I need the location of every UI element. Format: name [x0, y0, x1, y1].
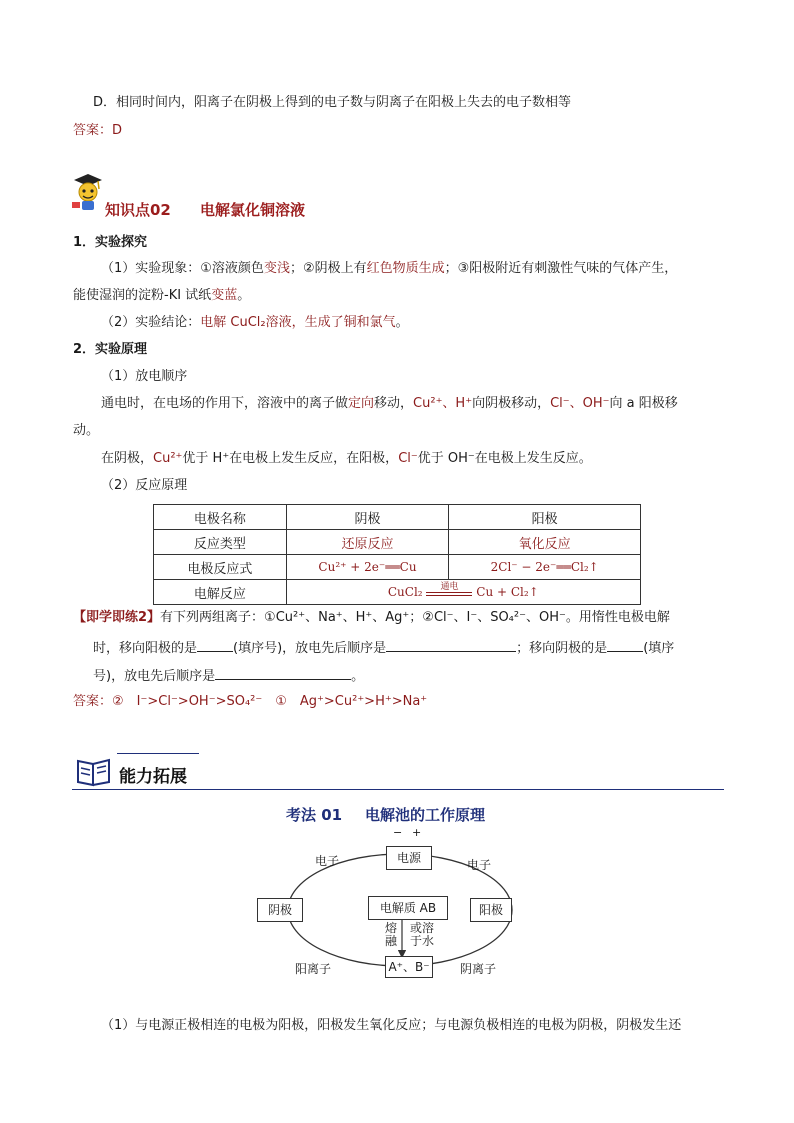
kp-title: 电解氯化铜溶液 [200, 201, 306, 219]
table-cell: 还原反应 [286, 530, 449, 555]
table-row [154, 580, 641, 605]
table-cell: 电极反应式 [154, 555, 287, 580]
reaction-principle-heading: （2）反应原理 [101, 478, 188, 493]
observation-line-2: 能使湿润的淀粉-KI 试纸变蓝。 [73, 288, 251, 303]
kp-label: 知识点02 [105, 201, 171, 219]
table-cell: 阳极 [449, 505, 641, 530]
answer-1: 答案：D [73, 123, 123, 138]
principle-line-3: 在阴极，Cu²⁺优于 H⁺在电极上发生反应，在阳极，Cl⁻优于 OH⁻在电极上发生反应。 [101, 451, 592, 466]
table-cell: 电极名称 [154, 505, 287, 530]
practice-answer: 答案：② I⁻>Cl⁻>OH⁻>SO₄²⁻ ① Ag⁺>Cu²⁺>H⁺>Na⁺ [73, 694, 428, 709]
dissolve-label: 或溶于水 [410, 921, 435, 948]
anion-label: 阴离子 [460, 962, 497, 976]
table-cell: 2Cl⁻ − 2e⁻══Cl₂↑ [449, 555, 641, 580]
section-2-heading: 2．实验原理 [73, 342, 148, 357]
table-cell: Cu²⁺ + 2e⁻══Cu [286, 555, 449, 580]
practice-question-line-2: 时，移向阳极的是 (填序号)，放电先后顺序是 ；移向阴极的是 (填序 [93, 637, 674, 659]
heading-accent-rule [117, 753, 199, 754]
reaction-table [153, 504, 641, 605]
conclusion-line: （2）实验结论：电解 CuCl₂溶液，生成了铜和氯气。 [101, 315, 409, 330]
electrolysis-cell-diagram [255, 826, 525, 980]
option-d: D．相同时间内，阳离子在阴极上得到的电子数与阴离子在阳极上失去的电子数相等 [93, 95, 572, 110]
table-cell: 氧化反应 [449, 530, 641, 555]
principle-line-2: 动。 [73, 423, 100, 438]
electrolyte-box: 电解质 AB [368, 896, 448, 920]
section-1-heading: 1．实验探究 [73, 235, 148, 250]
kaofa-title: 电解池的工作原理 [365, 806, 486, 824]
table-cell: 反应类型 [154, 530, 287, 555]
blank-field [607, 637, 643, 652]
practice-question-line-1: 【即学即练2】有下列两组离子：①Cu²⁺、Na⁺、H⁺、Ag⁺；②Cl⁻、I⁻、SO₄²⁻、OH⁻。用惰性电极电解 [73, 610, 670, 625]
ability-title: 能力拓展 [119, 767, 187, 787]
table-cell: 阴极 [286, 505, 449, 530]
electron-right-label: 电子 [467, 858, 492, 872]
minus-sign: − [393, 826, 403, 839]
electron-left-label: 电子 [315, 854, 340, 868]
blank-field [197, 637, 233, 652]
kaofa-label: 考法 01 [286, 806, 343, 824]
blank-field [215, 665, 351, 680]
power-source-box: 电源 [386, 846, 432, 870]
last-paragraph-line: （1）与电源正极相连的电极为阳极，阳极发生氧化反应；与电源负极相连的电极为阴极，阴极发生还 [101, 1018, 682, 1033]
cation-label: 阳离子 [295, 962, 332, 976]
table-cell: 电解反应 [154, 580, 287, 605]
section-rule [72, 789, 724, 790]
observation-line-1: （1）实验现象：①溶液颜色变浅；②阴极上有红色物质生成；③阳极附近有刺激性气味的气体产生， [101, 261, 678, 276]
melt-label: 熔融 [385, 921, 398, 948]
table-row [154, 505, 641, 530]
student-mascot-icon [68, 172, 104, 212]
plus-sign: + [412, 826, 422, 839]
anode-box: 阳极 [470, 898, 512, 922]
table-row [154, 555, 641, 580]
cathode-box: 阴极 [257, 898, 303, 922]
blank-field [386, 637, 516, 652]
table-row [154, 530, 641, 555]
notebook-icon [75, 755, 113, 787]
practice-question-line-3: 号)，放电先后顺序是 。 [93, 665, 364, 687]
overall-reaction-cell: CuCl₂ 通电 Cu + Cl₂↑ [286, 580, 640, 605]
discharge-order-heading: （1）放电顺序 [101, 369, 188, 384]
condition-label: 通电 [440, 582, 459, 593]
ions-box: A⁺、B⁻ [385, 956, 433, 978]
principle-line-1: 通电时，在电场的作用下，溶液中的离子做定向移动，Cu²⁺、H⁺向阴极移动，Cl⁻、OH⁻向 a 阳极移 [101, 396, 678, 411]
